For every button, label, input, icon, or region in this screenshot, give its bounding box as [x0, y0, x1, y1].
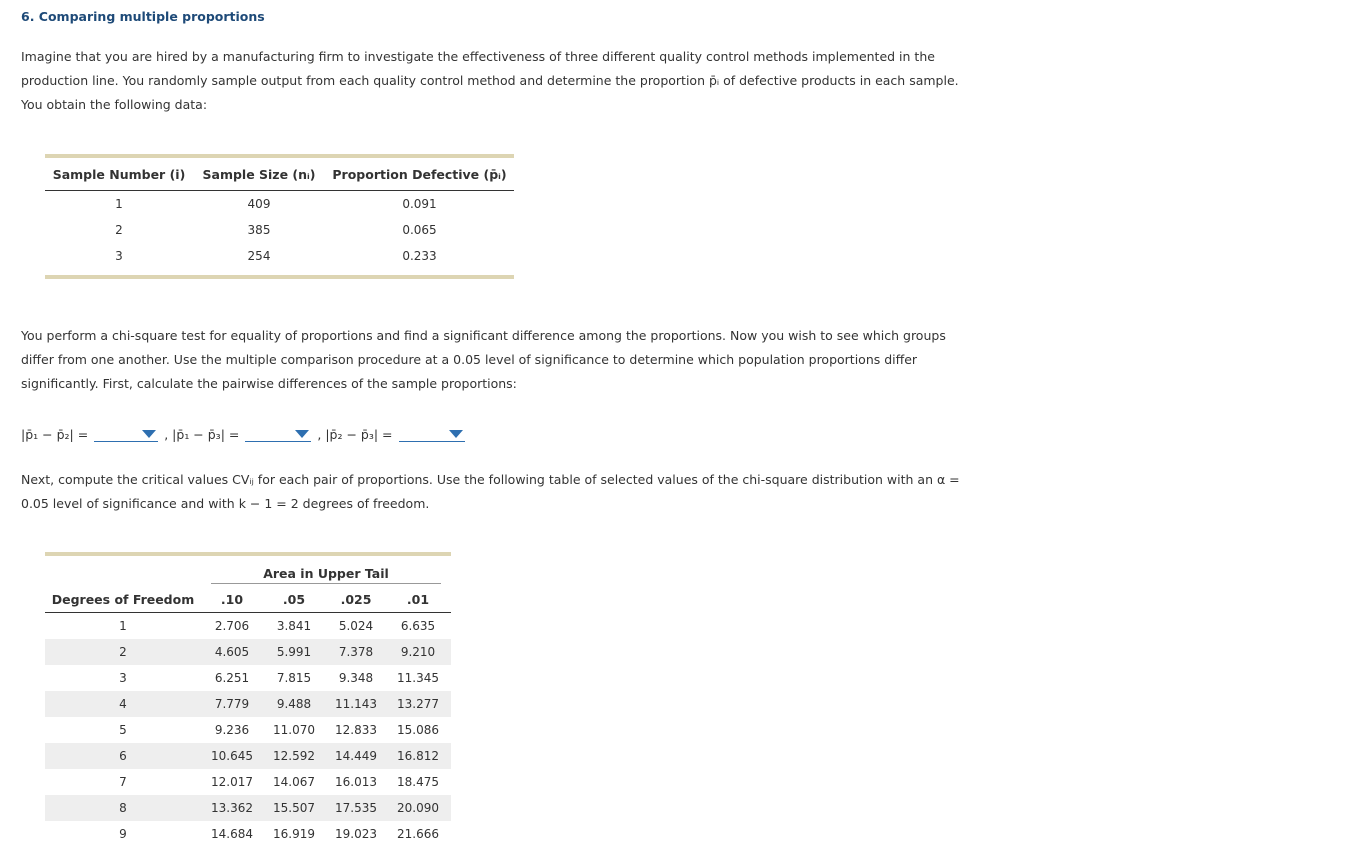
- cell-proportion: 0.065: [402, 223, 437, 237]
- cell-sample-size: 409: [247, 197, 271, 211]
- cell-chi-value: 21.666: [397, 827, 439, 841]
- table-row: [45, 821, 451, 847]
- critical-values-paragraph: [21, 468, 960, 516]
- header-tail-01: .01: [406, 591, 430, 607]
- table-header-row: [45, 158, 514, 191]
- table-row: [45, 639, 451, 665]
- cell-chi-value: 20.090: [397, 801, 439, 815]
- table-row: [45, 795, 451, 821]
- cell-degrees-of-freedom: 1: [119, 619, 127, 633]
- cell-sample-number: 1: [115, 197, 123, 211]
- cell-chi-value: 14.684: [211, 827, 253, 841]
- cell-chi-value: 10.645: [211, 749, 253, 763]
- cell-degrees-of-freedom: 8: [119, 801, 127, 815]
- area-upper-tail-header: Area in Upper Tail: [211, 566, 441, 584]
- critical-line-2: 0.05 level of significance and with k − 1 = 2 degrees of freedom.: [21, 496, 430, 511]
- diff-2-3-dropdown[interactable]: [399, 427, 465, 442]
- cell-chi-value: 4.605: [214, 645, 250, 659]
- cell-chi-value: 14.449: [335, 749, 377, 763]
- cell-chi-value: 16.013: [335, 775, 377, 789]
- chevron-down-icon: [449, 430, 463, 438]
- table-row: [45, 243, 514, 269]
- intro-line-3: You obtain the following data:: [21, 97, 208, 112]
- comparison-line-3: significantly. First, calculate the pairwise differences of the sample proportions:: [21, 376, 517, 391]
- cell-chi-value: 17.535: [335, 801, 377, 815]
- cell-degrees-of-freedom: 4: [119, 697, 127, 711]
- cell-chi-value: 6.635: [400, 619, 436, 633]
- header-tail-10: .10: [220, 591, 244, 607]
- cell-chi-value: 6.251: [214, 671, 250, 685]
- cell-chi-value: 7.779: [214, 697, 250, 711]
- cell-chi-value: 2.706: [214, 619, 250, 633]
- diff-1-2-label: |p̄₁ − p̄₂| =: [21, 426, 89, 442]
- cell-chi-value: 9.210: [400, 645, 436, 659]
- separator-comma: ,: [164, 426, 169, 442]
- cell-chi-value: 5.991: [276, 645, 312, 659]
- pairwise-differences-line: [21, 424, 465, 444]
- diff-1-2-dropdown[interactable]: [94, 427, 158, 442]
- cell-chi-value: 9.488: [276, 697, 312, 711]
- comparison-line-1: You perform a chi-square test for equality of proportions and find a significant difference among the proportions. Now you wish to see which groups: [21, 328, 946, 343]
- table-row: [45, 217, 514, 243]
- cell-proportion: 0.091: [402, 197, 437, 211]
- cell-chi-value: 12.017: [211, 775, 253, 789]
- separator-comma: ,: [317, 426, 322, 442]
- cell-chi-value: 3.841: [276, 619, 312, 633]
- intro-paragraph: [21, 45, 959, 117]
- cell-chi-value: 5.024: [338, 619, 374, 633]
- cell-chi-value: 16.919: [273, 827, 315, 841]
- chi-group-header-row: [45, 556, 451, 586]
- header-tail-05: .05: [282, 591, 306, 607]
- chi-column-header-row: [45, 586, 451, 613]
- cell-degrees-of-freedom: 2: [119, 645, 127, 659]
- critical-line-1: Next, compute the critical values CVᵢⱼ for each pair of proportions. Use the following table of selected values of the chi-square distribution with an α =: [21, 472, 960, 487]
- chevron-down-icon: [142, 430, 156, 438]
- diff-1-3-label: |p̄₁ − p̄₃| =: [172, 426, 240, 442]
- cell-chi-value: 11.345: [397, 671, 439, 685]
- header-sample-number: Sample Number (i): [52, 166, 186, 182]
- comparison-line-2: differ from one another. Use the multiple comparison procedure at a 0.05 level of significance to determine which population proportions differ: [21, 352, 918, 367]
- chi-table-body: [45, 613, 451, 847]
- header-degrees-of-freedom: Degrees of Freedom: [51, 591, 195, 607]
- header-tail-025: .025: [340, 591, 372, 607]
- cell-chi-value: 19.023: [335, 827, 377, 841]
- cell-chi-value: 9.236: [214, 723, 250, 737]
- table-row: [45, 717, 451, 743]
- table-row: [45, 691, 451, 717]
- cell-degrees-of-freedom: 6: [119, 749, 127, 763]
- cell-chi-value: 14.067: [273, 775, 315, 789]
- comparison-paragraph: [21, 324, 946, 396]
- intro-line-1: Imagine that you are hired by a manufacturing firm to investigate the effectiveness of three different quality control methods implemented in the: [21, 49, 935, 64]
- cell-degrees-of-freedom: 7: [119, 775, 127, 789]
- cell-proportion: 0.233: [402, 249, 437, 263]
- cell-degrees-of-freedom: 3: [119, 671, 127, 685]
- header-sample-size: Sample Size (nᵢ): [202, 166, 316, 182]
- cell-sample-size: 385: [247, 223, 271, 237]
- table-row: [45, 769, 451, 795]
- cell-chi-value: 7.378: [338, 645, 374, 659]
- cell-chi-value: 12.592: [273, 749, 315, 763]
- table-row: [45, 665, 451, 691]
- cell-sample-size: 254: [247, 249, 271, 263]
- cell-chi-value: 16.812: [397, 749, 439, 763]
- cell-degrees-of-freedom: 5: [119, 723, 127, 737]
- sample-data-table: [45, 154, 514, 279]
- cell-sample-number: 2: [115, 223, 123, 237]
- diff-1-3-dropdown[interactable]: [245, 427, 311, 442]
- cell-chi-value: 9.348: [338, 671, 374, 685]
- cell-sample-number: 3: [115, 249, 123, 263]
- chevron-down-icon: [295, 430, 309, 438]
- cell-chi-value: 13.362: [211, 801, 253, 815]
- cell-chi-value: 11.070: [273, 723, 315, 737]
- cell-chi-value: 7.815: [276, 671, 312, 685]
- diff-2-3-label: |p̄₂ − p̄₃| =: [325, 426, 393, 442]
- cell-chi-value: 15.086: [397, 723, 439, 737]
- table-row: [45, 613, 451, 639]
- table-bottom-rule: [45, 275, 514, 279]
- cell-degrees-of-freedom: 9: [119, 827, 127, 841]
- cell-chi-value: 11.143: [335, 697, 377, 711]
- chi-square-table: [45, 552, 451, 847]
- cell-chi-value: 13.277: [397, 697, 439, 711]
- question-title: 6. Comparing multiple proportions: [21, 9, 265, 24]
- intro-line-2: production line. You randomly sample output from each quality control method and determine the proportion p̄ᵢ of defective products in each sample.: [21, 73, 959, 88]
- table-row: [45, 743, 451, 769]
- cell-chi-value: 15.507: [273, 801, 315, 815]
- header-proportion-defective: Proportion Defective (p̄ᵢ): [332, 166, 507, 182]
- table-row: [45, 191, 514, 217]
- cell-chi-value: 12.833: [335, 723, 377, 737]
- cell-chi-value: 18.475: [397, 775, 439, 789]
